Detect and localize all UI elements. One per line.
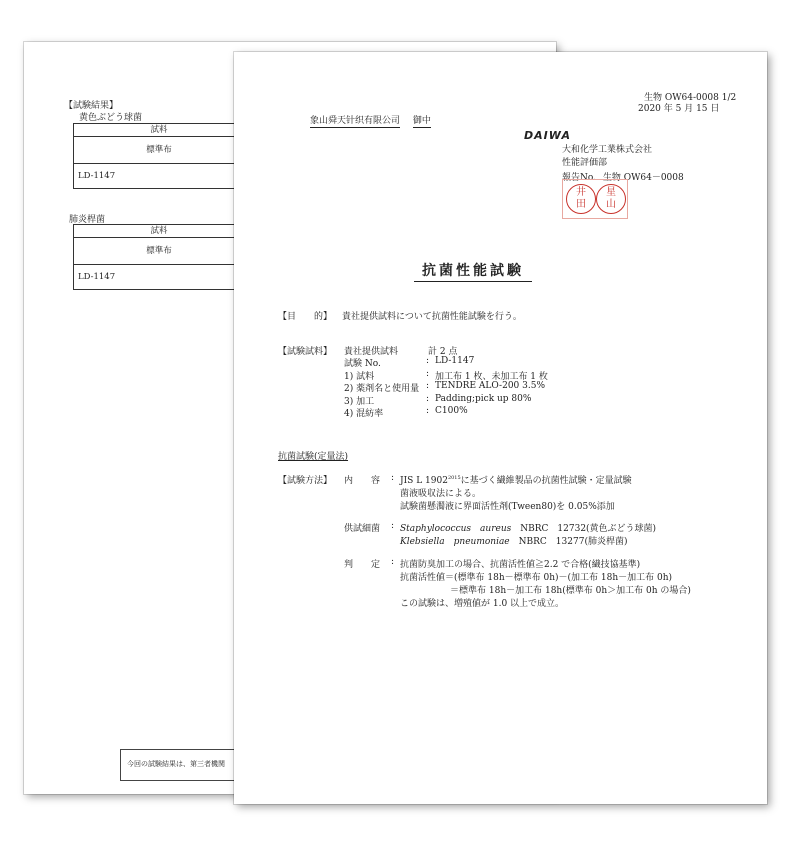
colon: :	[426, 381, 430, 391]
company-name: 大和化学工業株式会社	[562, 145, 653, 155]
judge-line-4: この試験は、増殖値が 1.0 以上で成立。	[400, 599, 565, 609]
content-line-2: 菌液吸収法による。	[400, 489, 482, 499]
test-section-heading: 抗菌試験(定量法)	[278, 452, 349, 462]
sample-item-value: Padding;pick up 80%	[435, 393, 532, 404]
strain-2: Klebsiella pneumoniae NBRC 13277(肺炎桿菌)	[400, 537, 628, 547]
sample-item-label: 3) 加工	[344, 396, 375, 407]
seal-stamp-1: 井 田	[566, 184, 596, 214]
recipient	[310, 113, 431, 126]
purpose-label: 【目 的】	[278, 312, 333, 322]
table-row-sample: LD-1147	[78, 171, 116, 181]
results-table-2	[73, 224, 244, 290]
strain-1: Staphylococcus aureus NBRC 12732(黄色ぶどう球菌)	[400, 524, 657, 534]
colon: :	[391, 473, 395, 483]
colon: :	[426, 393, 430, 404]
table-row-standard: 標準布	[74, 238, 244, 265]
sample-count: 計 2 点	[428, 347, 458, 357]
company-logo: DAIWA	[524, 129, 571, 142]
sample-item-value: LD-1147	[435, 356, 475, 366]
judge-line-2: 抗菌活性値＝(標準布 18h－標準布 0h)－(加工布 18h－加工布 0h)	[400, 573, 673, 583]
colon: :	[391, 557, 395, 567]
content-line-1: JIS L $1902^{2015}$に基づく繊維製品の抗菌性試験・定量試験	[400, 475, 632, 486]
colon: :	[391, 521, 395, 531]
recipient-name: 象山舜天针织有限公司	[310, 116, 401, 126]
table-row-standard: 標準布	[74, 137, 244, 164]
sample-item-label: 1) 試料	[344, 371, 375, 382]
report-value: 生物 OW64－0008	[602, 173, 684, 183]
footer-note: 今回の試験結果は、第三者機関	[127, 760, 225, 768]
department: 性能評価部	[562, 158, 608, 168]
judge-label: 判 定	[344, 560, 381, 570]
content-line-3: 試験菌懸濁液に界面活性剤(Tween80)を 0.05%添加	[400, 502, 615, 512]
strain-label: 供試細菌	[344, 524, 381, 534]
sample-item-value: TENDRE ALO-200 3.5%	[435, 381, 545, 391]
purpose-text: 貴社提供試料について抗菌性能試験を行う。	[342, 312, 522, 322]
results-table-1	[73, 123, 244, 189]
bacteria2-label: 肺炎桿菌	[69, 215, 106, 225]
colon: :	[426, 356, 430, 366]
footer-note-box	[120, 749, 241, 781]
content-label: 内 容	[344, 476, 381, 486]
front-page	[234, 52, 767, 804]
method-label: 【試験方法】	[278, 476, 333, 486]
colon: :	[426, 368, 430, 379]
doc-number: 生物 OW64-0008 1/2	[644, 93, 737, 103]
table-header: 試料	[74, 225, 244, 238]
table-row-sample: LD-1147	[78, 272, 116, 282]
table-header: 試料	[74, 124, 244, 137]
page-title: 抗菌性能試験	[414, 260, 532, 282]
date: 2020 年 5 月 15 日	[638, 104, 720, 114]
colon: :	[426, 406, 430, 416]
sample-item-label: 2) 薬剤名と使用量	[344, 384, 420, 394]
recipient-suffix: 御中	[412, 116, 431, 126]
sample-item-label: 4) 混紡率	[344, 409, 384, 419]
report-label: 報告No.	[562, 173, 596, 183]
sample-item-label: 試験 No.	[344, 359, 381, 369]
sample-provided: 貴社提供試料	[344, 347, 399, 357]
seal-stamp-2: 星 山	[596, 184, 626, 214]
bacteria1-label: 黄色ぶどう球菌	[79, 113, 143, 123]
sample-item-value: 加工布 1 枚、未加工布 1 枚	[435, 371, 548, 382]
judge-line-3: ＝標準布 18h－加工布 18h(標準布 0h＞加工布 0h の場合)	[450, 586, 691, 596]
results-label: 【試験結果】	[64, 101, 119, 111]
sample-label: 【試験試料】	[278, 347, 333, 357]
judge-line-1: 抗菌防臭加工の場合、抗菌活性値≧2.2 で合格(繊技協基準)	[400, 560, 641, 570]
sample-item-value: C100%	[435, 406, 468, 416]
